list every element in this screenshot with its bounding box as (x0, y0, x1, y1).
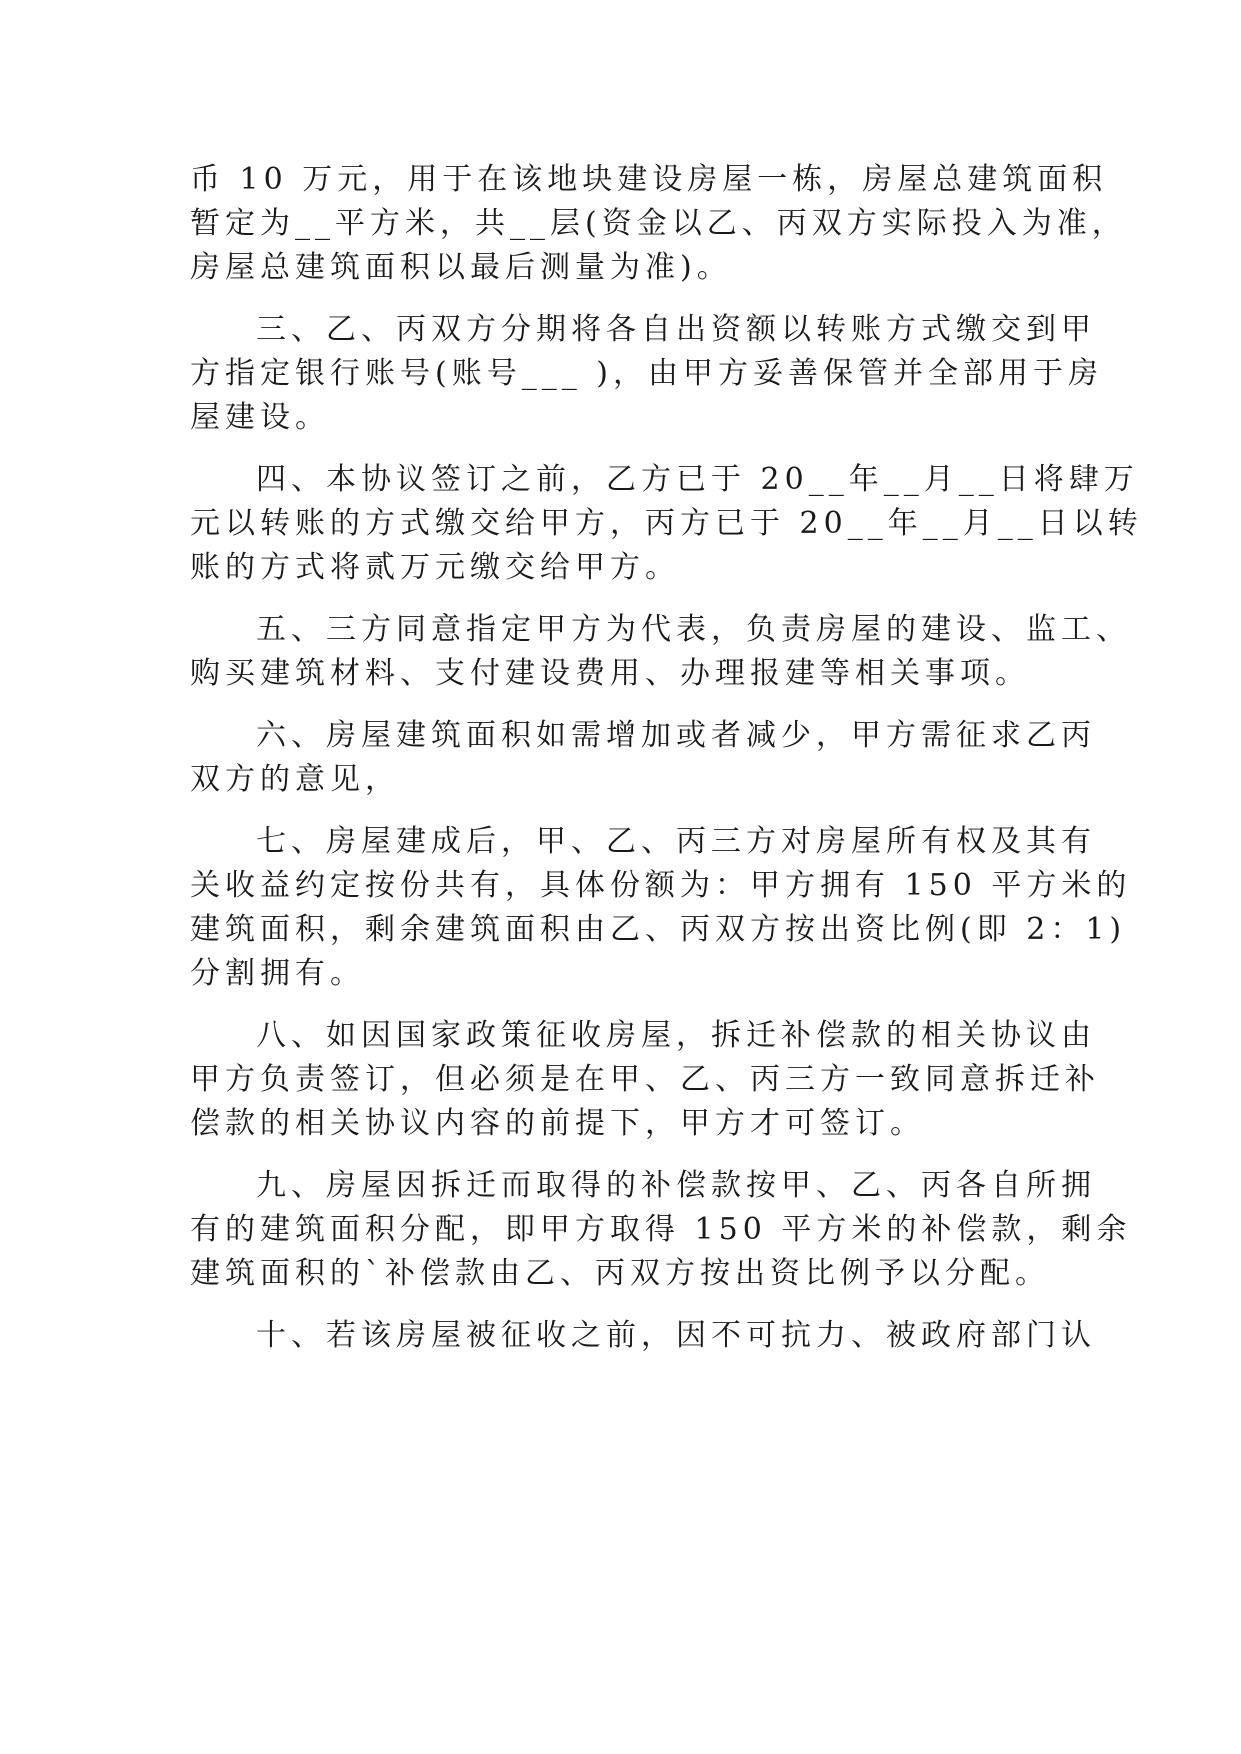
clause-9-line-1: 九、房屋因拆迁而取得的补偿款按甲、乙、丙各自所拥 (256, 1168, 1096, 1203)
text-line-3: 房屋总建筑面积以最后测量为准)。 (190, 250, 732, 285)
clause-3-line-2: 方指定银行账号(账号___ )，由甲方妥善保管并全部用于房 (190, 356, 1103, 391)
document-body (190, 158, 1143, 1358)
clause-9-line-3: 建筑面积的`补偿款由乙、丙双方按出资比例予以分配。 (190, 1256, 1050, 1291)
clause-6-line-1: 六、房屋建筑面积如需增加或者减少，甲方需征求乙丙 (256, 718, 1096, 753)
clause-3-line-3: 屋建设。 (190, 400, 330, 435)
clause-9-line-2: 有的建筑面积分配，即甲方取得 150 平方米的补偿款，剩余 (190, 1212, 1132, 1247)
clause-7-line-1: 七、房屋建成后，甲、乙、丙三方对房屋所有权及其有 (256, 824, 1096, 859)
clause-10-line-1: 十、若该房屋被征收之前，因不可抗力、被政府部门认 (256, 1318, 1096, 1353)
clause-8-line-3: 偿款的相关协议内容的前提下，甲方才可签订。 (190, 1106, 925, 1141)
text-line-1: 币 10 万元，用于在该地块建设房屋一栋，房屋总建筑面积 (190, 162, 1108, 197)
clause-5-line-1: 五、三方同意指定甲方为代表，负责房屋的建设、监工、 (256, 612, 1131, 647)
clause-5-line-2: 购买建筑材料、支付建设费用、办理报建等相关事项。 (190, 656, 1030, 691)
clause-7-line-2: 关收益约定按份共有，具体份额为：甲方拥有 150 平方米的 (190, 868, 1132, 903)
clause-4-line-3: 账的方式将贰万元缴交给甲方。 (190, 550, 680, 585)
clause-3-line-1: 三、乙、丙双方分期将各自出资额以转账方式缴交到甲 (256, 312, 1096, 347)
clause-8-line-2: 甲方负责签订，但必须是在甲、乙、丙三方一致同意拆迁补 (190, 1062, 1100, 1097)
clause-7-line-3: 建筑面积，剩余建筑面积由乙、丙双方按出资比例(即 2：1) (190, 912, 1127, 947)
clause-8-line-1: 八、如因国家政策征收房屋，拆迁补偿款的相关协议由 (256, 1018, 1096, 1053)
text-line-2: 暂定为__平方米，共__层(资金以乙、丙双方实际投入为准， (190, 206, 1127, 241)
clause-7-line-4: 分割拥有。 (190, 956, 365, 991)
clause-6-line-2: 双方的意见， (190, 762, 400, 797)
clause-4-line-2: 元以转账的方式缴交给甲方，丙方已于 20__年__月__日以转 (190, 506, 1143, 541)
clause-4-line-1: 四、本协议签订之前，乙方已于 20__年__月__日将肆万 (256, 462, 1139, 497)
